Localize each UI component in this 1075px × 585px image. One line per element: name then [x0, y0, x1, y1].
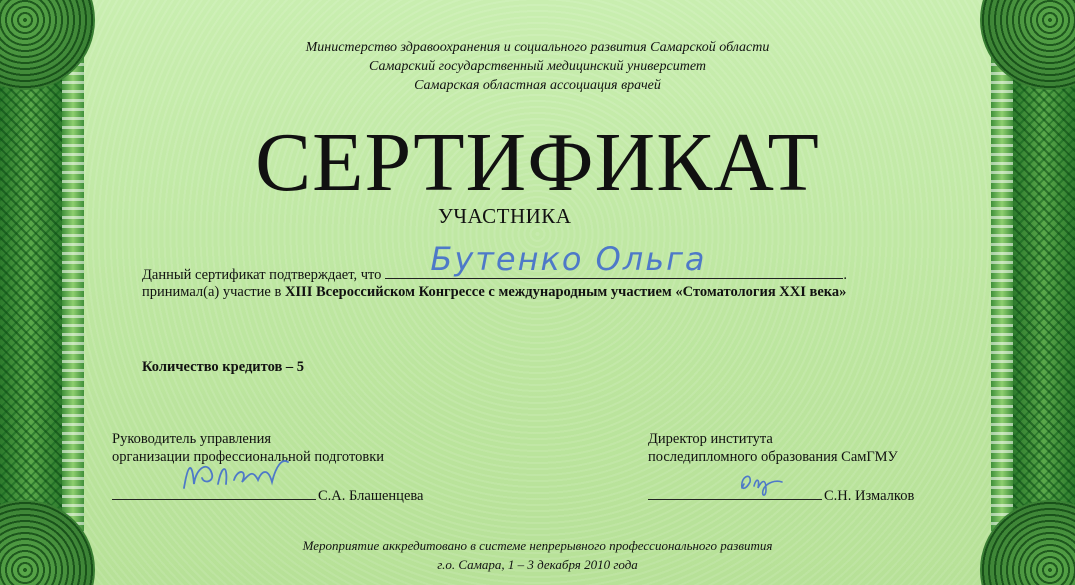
event-location-date: г.о. Самара, 1 – 3 декабря 2010 года — [437, 557, 638, 572]
confirmation-text: Данный сертификат подтверждает, что — [142, 267, 382, 283]
accreditation-note: Мероприятие аккредитовано в системе непрерывного профессионального развития — [302, 538, 773, 553]
participant-name: Бутенко Ольга — [430, 240, 707, 278]
signatory-left-position-line2: организации профессиональной подготовки — [112, 449, 385, 465]
signatory-right-position-line2: последипломного образования СамГМУ — [648, 449, 898, 465]
handwritten-signature-left — [178, 454, 308, 494]
signatory-right-position-line1: Директор института — [648, 431, 773, 447]
participation-statement — [142, 284, 846, 301]
signatory-right-signature-row — [648, 484, 914, 505]
handwritten-signature-right — [736, 468, 796, 498]
signatory-right-position — [648, 430, 898, 466]
signatory-left-name: С.А. Блашенцева — [318, 488, 424, 504]
event-name: XIII Всероссийском Конгрессе с международным участием «Стоматология XXI века» — [284, 284, 847, 300]
signature-line-right — [648, 484, 822, 500]
issuer-ministry: Министерство здравоохранения и социального развития Самарской области — [305, 40, 770, 55]
issuer-header — [0, 38, 1075, 95]
accreditation-footer — [0, 536, 1075, 574]
issuer-university: Самарский государственный медицинский университет — [369, 59, 706, 74]
credits-count: Количество кредитов – 5 — [142, 359, 305, 375]
issuer-association: Самарская областная ассоциация врачей — [414, 78, 661, 93]
participation-prefix: принимал(а) участие в — [142, 284, 285, 300]
signatory-left-position-line1: Руководитель управления — [112, 431, 272, 447]
signatory-right-name: С.Н. Измалков — [824, 488, 915, 504]
confirmation-line: Данный сертификат подтверждает, что Бутенко Ольга . — [142, 240, 848, 283]
signature-line-left — [112, 484, 316, 500]
signatory-left-signature-row — [112, 484, 423, 505]
certificate-subtitle: УЧАСТНИКА — [438, 204, 572, 228]
certificate-title: СЕРТИФИКАТ — [255, 116, 820, 209]
